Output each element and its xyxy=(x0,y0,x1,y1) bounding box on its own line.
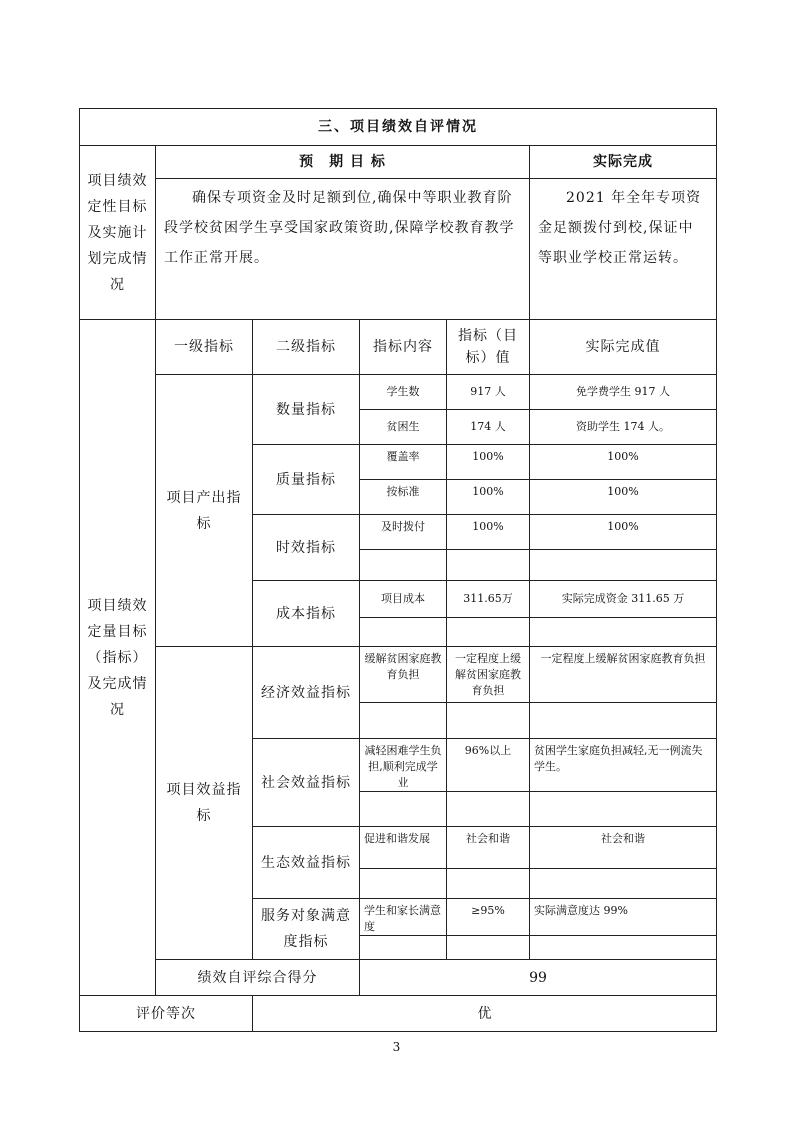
section-title: 三、项目绩效自评情况 xyxy=(80,109,717,146)
expected-goal-header: 预 期 目 标 xyxy=(156,146,530,179)
output-indicator-label: 项目产出指标 xyxy=(156,375,253,647)
header-level2: 二级指标 xyxy=(253,320,360,375)
score-label: 绩效自评综合得分 xyxy=(156,960,360,996)
indicator-actual: 100% xyxy=(530,480,717,515)
page-number: 3 xyxy=(392,1040,401,1054)
indicator-target: 311.65万 xyxy=(447,581,530,618)
actual-completion-header: 实际完成 xyxy=(530,146,717,179)
empty-cell xyxy=(360,792,447,827)
indicator-target: 一定程度上缓解贫困家庭教育负担 xyxy=(447,647,530,703)
benefit-indicator-label: 项目效益指标 xyxy=(156,647,253,960)
timeliness-indicator-label: 时效指标 xyxy=(253,515,360,581)
performance-table xyxy=(79,108,717,1032)
score-value: 99 xyxy=(360,960,717,996)
indicator-actual: 社会和谐 xyxy=(530,827,717,869)
indicator-content: 覆盖率 xyxy=(360,445,447,480)
indicator-content: 促进和谐发展 xyxy=(360,827,447,869)
indicator-target: 96%以上 xyxy=(447,739,530,792)
expected-goal-text: 确保专项资金及时足额到位,确保中等职业教育阶段学校贫困学生享受国家政策资助,保障学校教育教学工作正常开展。 xyxy=(156,179,530,320)
actual-completion-text: 2021 年全年专项资金足额拨付到校,保证中等职业学校正常运转。 xyxy=(530,179,717,320)
social-indicator-label: 社会效益指标 xyxy=(253,739,360,827)
quantity-indicator-label: 数量指标 xyxy=(253,375,360,445)
indicator-target: 社会和谐 xyxy=(447,827,530,869)
empty-cell xyxy=(447,869,530,899)
qualitative-row-label: 项目绩效定性目标及实施计划完成情况 xyxy=(80,146,156,320)
indicator-actual: 100% xyxy=(530,445,717,480)
indicator-actual: 一定程度上缓解贫困家庭教育负担 xyxy=(530,647,717,703)
empty-cell xyxy=(360,618,447,647)
empty-cell xyxy=(530,792,717,827)
header-actual: 实际完成值 xyxy=(530,320,717,375)
indicator-target: 100% xyxy=(447,515,530,550)
indicator-content: 缓解贫困家庭教育负担 xyxy=(360,647,447,703)
indicator-actual: 实际完成资金 311.65 万 xyxy=(530,581,717,618)
header-target: 指标（目标）值 xyxy=(447,320,530,375)
empty-cell xyxy=(530,869,717,899)
indicator-content: 及时拨付 xyxy=(360,515,447,550)
ecological-indicator-label: 生态效益指标 xyxy=(253,827,360,899)
indicator-target: 917 人 xyxy=(447,375,530,410)
indicator-target: 100% xyxy=(447,480,530,515)
indicator-content: 减轻困难学生负担,顺利完成学业 xyxy=(360,739,447,792)
empty-cell xyxy=(447,618,530,647)
empty-cell xyxy=(447,792,530,827)
indicator-content: 学生和家长满意度 xyxy=(360,899,447,936)
empty-cell xyxy=(360,550,447,581)
indicator-actual: 免学费学生 917 人 xyxy=(530,375,717,410)
empty-cell xyxy=(360,703,447,739)
grade-value: 优 xyxy=(253,996,717,1032)
satisfaction-indicator-label: 服务对象满意度指标 xyxy=(253,899,360,960)
indicator-content: 按标准 xyxy=(360,480,447,515)
empty-cell xyxy=(447,936,530,960)
cost-indicator-label: 成本指标 xyxy=(253,581,360,647)
empty-cell xyxy=(360,936,447,960)
empty-cell xyxy=(530,936,717,960)
indicator-actual: 贫困学生家庭负担减轻,无一例流失学生。 xyxy=(530,739,717,792)
indicator-target: 174 人 xyxy=(447,410,530,445)
quality-indicator-label: 质量指标 xyxy=(253,445,360,515)
header-level1: 一级指标 xyxy=(156,320,253,375)
indicator-actual: 100% xyxy=(530,515,717,550)
empty-cell xyxy=(360,869,447,899)
indicator-actual: 实际满意度达 99% xyxy=(530,899,717,936)
quantitative-row-label: 项目绩效定量目标（指标）及完成情况 xyxy=(80,320,156,996)
header-content: 指标内容 xyxy=(360,320,447,375)
economic-indicator-label: 经济效益指标 xyxy=(253,647,360,739)
indicator-target: 100% xyxy=(447,445,530,480)
indicator-target: ≥95% xyxy=(447,899,530,936)
empty-cell xyxy=(447,550,530,581)
indicator-content: 贫困生 xyxy=(360,410,447,445)
empty-cell xyxy=(530,550,717,581)
empty-cell xyxy=(530,618,717,647)
indicator-content: 学生数 xyxy=(360,375,447,410)
empty-cell xyxy=(447,703,530,739)
empty-cell xyxy=(530,703,717,739)
indicator-content: 项目成本 xyxy=(360,581,447,618)
grade-label: 评价等次 xyxy=(80,996,253,1032)
indicator-actual: 资助学生 174 人。 xyxy=(530,410,717,445)
